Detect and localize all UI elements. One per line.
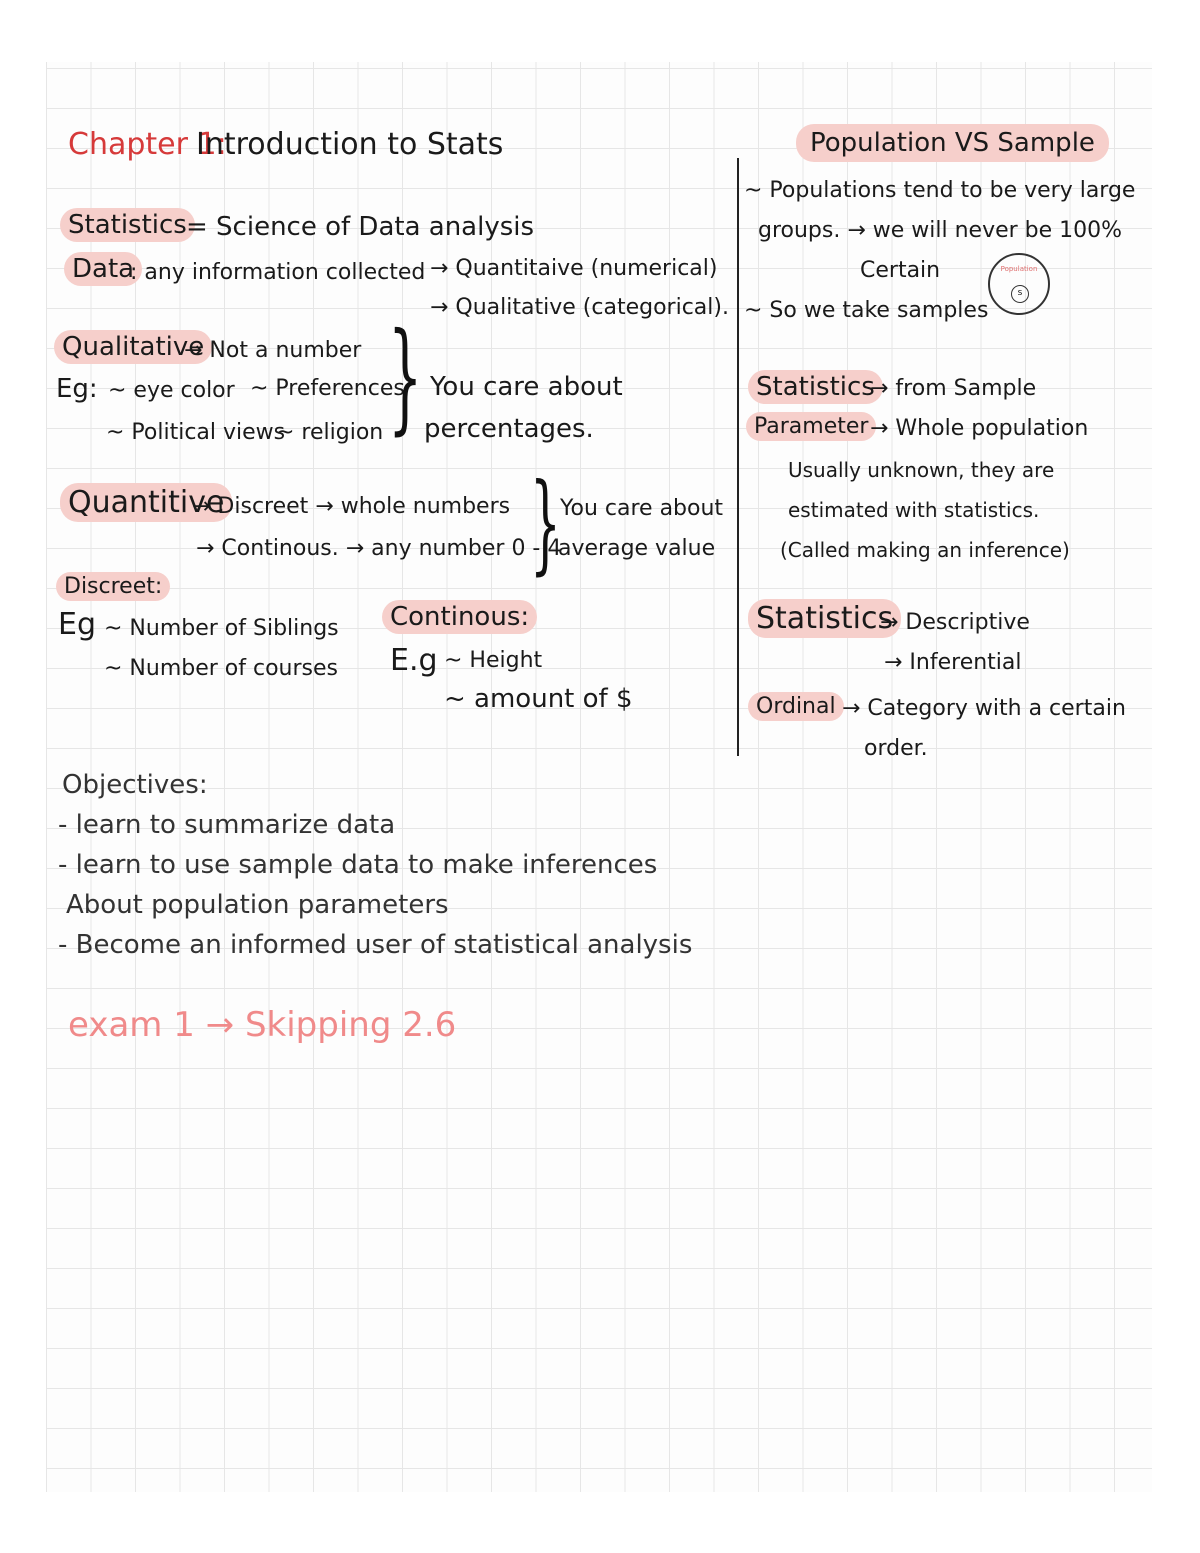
statistics-definition: = Science of Data analysis xyxy=(186,212,535,242)
statistics-types-term: Statistics xyxy=(748,604,901,634)
quantitive-care-line2: average value xyxy=(558,536,716,561)
qualitative-term: Qualitative xyxy=(54,334,212,360)
continous-eg-label: E.g xyxy=(390,643,438,678)
qualitative-example-preferences: ~ Preferences xyxy=(250,376,405,401)
continous-example-money: ~ amount of $ xyxy=(444,684,633,714)
page-margin-right xyxy=(1152,0,1200,1553)
statistics-inferential: → Inferential xyxy=(884,650,1022,675)
qualitative-eg-label: Eg: xyxy=(56,374,98,404)
population-circle-label: Population xyxy=(1000,265,1038,273)
objectives-heading: Objectives: xyxy=(62,770,208,800)
exam-note: exam 1 → Skipping 2.6 xyxy=(68,1005,457,1045)
data-qualitative: → Qualitative (categorical). xyxy=(430,295,729,320)
quantitive-discreet: → Discreet → whole numbers xyxy=(192,494,511,519)
quantitive-brace: } xyxy=(530,461,561,586)
qualitative-brace: } xyxy=(388,308,423,447)
ordinal-def-line2: order. xyxy=(864,736,928,761)
qualitative-example-religion: ~ religion xyxy=(276,420,384,445)
parameter-note-line1: Usually unknown, they are xyxy=(788,458,1055,482)
page-margin-left xyxy=(0,0,46,1553)
sample-circle-label: s xyxy=(1017,288,1023,298)
continous-term: Continous: xyxy=(382,604,537,630)
objective-2-continued: About population parameters xyxy=(66,890,449,920)
statistics-descriptive: → Descriptive xyxy=(880,610,1030,635)
continous-example-height: ~ Height xyxy=(444,648,543,673)
statistics-sample-term: Statistics xyxy=(748,374,883,400)
discreet-example-siblings: ~ Number of Siblings xyxy=(104,616,339,641)
statistics-term: Statistics xyxy=(60,212,195,238)
page-margin-top xyxy=(0,0,1200,62)
objective-3: - Become an informed user of statistical analysis xyxy=(58,930,693,960)
chapter-label: Chapter 1: xyxy=(68,127,227,162)
data-definition: : any information collected xyxy=(130,260,426,285)
qualitative-example-political: ~ Political views xyxy=(106,420,286,445)
population-line1: ~ Populations tend to be very large xyxy=(744,178,1136,203)
quantitive-continous: → Continous. → any number 0 - 4 xyxy=(196,536,562,561)
chapter-title: Introduction to Stats xyxy=(196,127,504,162)
quantitive-care-line1: You care about xyxy=(560,496,724,521)
quantitive-term: Quantitive xyxy=(60,488,232,518)
qualitative-care-line2: percentages. xyxy=(424,414,594,444)
ordinal-term: Ordinal xyxy=(748,696,844,718)
population-line3: Certain xyxy=(860,258,941,283)
statistics-sample-def: → from Sample xyxy=(870,376,1037,401)
sample-circle xyxy=(1011,285,1029,303)
population-line2: groups. → we will never be 100% xyxy=(758,218,1123,243)
objective-1: - learn to summarize data xyxy=(58,810,396,840)
objective-2: - learn to use sample data to make inferences xyxy=(58,850,658,880)
page-margin-bottom xyxy=(0,1492,1200,1553)
discreet-term: Discreet: xyxy=(56,576,170,598)
qualitative-definition: → Not a number xyxy=(184,338,362,363)
parameter-term: Parameter xyxy=(746,416,876,438)
parameter-def: → Whole population xyxy=(870,416,1089,441)
qualitative-care-line1: You care about xyxy=(430,372,623,402)
ordinal-def-line1: → Category with a certain xyxy=(842,696,1126,721)
discreet-eg-label: Eg xyxy=(58,607,96,642)
discreet-example-courses: ~ Number of courses xyxy=(104,656,338,681)
parameter-note-line2: estimated with statistics. xyxy=(788,498,1040,522)
data-term: Data xyxy=(64,256,142,282)
parameter-note-line3: (Called making an inference) xyxy=(780,538,1070,562)
population-sample-diagram xyxy=(988,253,1050,315)
data-quantitative: → Quantitaive (numerical) xyxy=(430,256,718,281)
column-divider xyxy=(737,158,739,756)
population-vs-sample-heading: Population VS Sample xyxy=(796,130,1109,156)
qualitative-example-eye: ~ eye color xyxy=(108,378,235,403)
population-line4: ~ So we take samples xyxy=(744,298,989,323)
